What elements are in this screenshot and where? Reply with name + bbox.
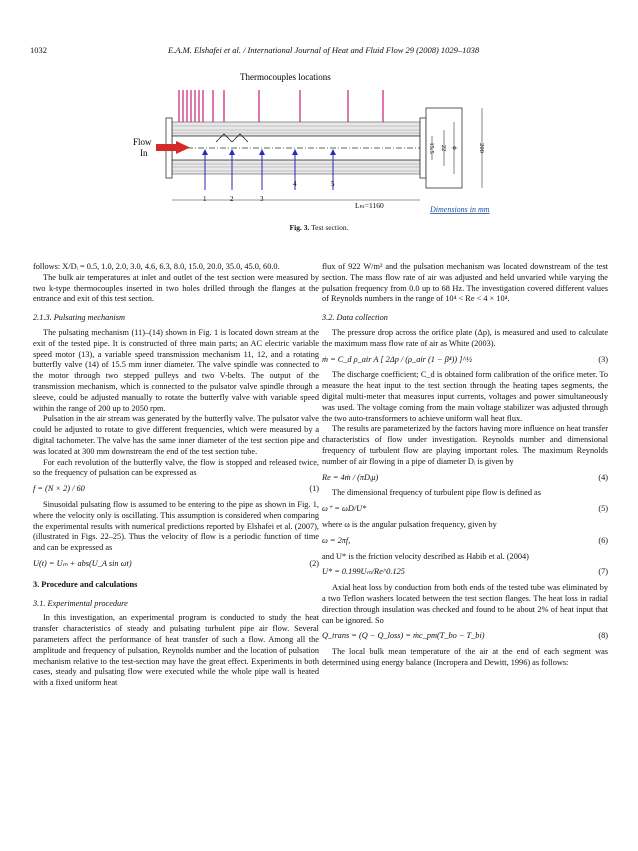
- paragraph: flux of 922 W/m² and the pulsation mechanism was located downstream of the test section. The mass flow rate of air was adjusted and held unvaried while varying the pulsation frequency from 0.0 up to 68 Hz. The investigation covered different values of Reynolds numbers in the range of 10⁴ < Re < 4 × 10⁴.: [322, 262, 608, 304]
- equation-text: Q_trans = (Q − Q_loss) = ṁc_pm(T_bo − T_bi): [322, 631, 485, 641]
- figure-title: Thermocouples locations: [240, 72, 331, 82]
- equation-text: ω = 2πf,: [322, 535, 351, 545]
- subsection-heading: 3.1. Experimental procedure: [33, 598, 128, 608]
- figure-caption: [0, 223, 638, 232]
- pipe-upper-wall: [172, 122, 420, 136]
- flow-label: Flow: [133, 137, 152, 147]
- paragraph: follows: X/Dᵢ = 0.5, 1.0, 2.0, 3.0, 4.6, 6.3, 8.0, 15.0, 20.0, 35.0, 45.0, 60.0.: [33, 262, 280, 271]
- paragraph: and U* is the friction velocity described as Habib et al. (2004): [322, 551, 529, 561]
- equation-text: ω⁺ = ωD/U*: [322, 504, 367, 514]
- equation-number: (4): [598, 472, 608, 482]
- units-note: Dimensions in mm: [430, 205, 490, 214]
- equation-8: [322, 631, 608, 642]
- equation-number: (7): [598, 567, 608, 577]
- subsection-heading: 2.1.3. Pulsating mechanism: [33, 313, 125, 323]
- paragraph: The pulsating mechanism (11)–(14) shown in Fig. 1 is located down stream at the exit of the tested pipe. It is constructed of three main parts; an AC electric variable speed motor (13), a variable speed transmission mechanism 11, 12, and a rotating butterfly valve (14) of 15.5 mm inner diameter. The valve spindle was connected to the motor through two stepped pulleys and two V-belts. The output of the transmission mechanism, which is connected to the pulsator valve spindle through a sleeve, could be adjusted manually to rotate the butterfly valve with variable speed within the range of 200 up to 2050 rpm.: [33, 327, 319, 413]
- paragraph: Sinusoidal pulsating flow is assumed to be entering to the pipe as shown in Fig. 1, where the velocity only is oscillating. This assumption is considered when comparing the experimental results with numerical predictions reported by Elshafei et al. (2007), (illustrated in Figs. 22–25). Thus the velocity of flow is a periodic function of time and can be expressed as: [33, 499, 319, 553]
- equation-text: f = (N × 2) / 60: [33, 484, 85, 494]
- length-label: Lₕₜ=1160: [355, 201, 384, 210]
- equation-number: (8): [598, 631, 608, 641]
- equation-number: (5): [598, 504, 608, 514]
- paragraph: For each revolution of the butterfly valve, the flow is stopped and released twice, so the frequency of pulsation can be expressed as: [33, 457, 319, 478]
- equation-7: [322, 567, 608, 578]
- caption-label: Fig. 3.: [289, 223, 310, 232]
- paragraph: Axial heat loss by conduction from both ends of the tested tube was eliminated by a two Teflon washers located between the test section flanges. The heat loss in radial direction through insulation was checked and found to be about 2% of heat input that can be ignored. So: [322, 583, 608, 625]
- dim-200: 200: [478, 143, 485, 153]
- position-2: 2: [230, 195, 234, 203]
- dim-22: 22: [440, 144, 447, 152]
- equation-number: (3): [598, 354, 608, 364]
- position-1: 1: [203, 195, 207, 203]
- paragraph: The pressure drop across the orifice plate (Δp), is measured and used to calculate the maximum mass flow rate of air as White (2003).: [322, 327, 608, 348]
- paragraph: The results are parameterized by the factors having more influence on heat transfer characteristics of flow under investigation. Reynolds number and dimensional frequency of turbulent flow are playing important roles. The maximum Reynolds number of air flowing in a pipe of diameter Dᵢ is given by: [322, 424, 608, 466]
- thermocouple-leads: [179, 90, 383, 122]
- dim-15-5: 15.5: [428, 142, 435, 154]
- flow-arrow-shaft: [156, 144, 178, 151]
- section-heading: 3. Procedure and calculations: [33, 579, 138, 589]
- paragraph: Pulsation in the air stream was generated by the butterfly valve. The pulsator valve could be adjusted to rotate to give different frequencies, which were measured by a digital tachometer. The valve has the same inner diameter of the test section pipe and was located at 300 mm downstream the end of the test section tube.: [33, 414, 319, 456]
- equation-6: [322, 536, 608, 547]
- paragraph: The bulk air temperatures at inlet and outlet of the test section were measured by two k-type thermocouples inserted in two holes drilled through the flanges at the entrance and exit of this test section.: [33, 272, 319, 304]
- page-number: 1032: [30, 45, 47, 55]
- journal-header: E.A.M. Elshafei et al. / International Journal of Heat and Fluid Flow 29 (2008) 1029–1038: [168, 45, 480, 55]
- in-label: In: [140, 148, 148, 158]
- dim-phi: ϕ: [451, 146, 458, 150]
- equation-5: [322, 504, 608, 515]
- equation-text: ṁ = C_d ρ_air A [ 2Δp / (ρ_air (1 − β⁴)) ]^½: [322, 354, 473, 364]
- paragraph: The dimensional frequency of turbulent pipe flow is defined as: [332, 488, 541, 498]
- position-3: 3: [260, 195, 264, 203]
- equation-number: (1): [309, 484, 319, 494]
- equation-text: Re = 4ṁ / (πDᵢμ): [322, 472, 379, 482]
- equation-4: [322, 473, 608, 484]
- equation-number: (6): [598, 535, 608, 545]
- equation-1: [33, 484, 319, 495]
- test-section-figure: [0, 0, 638, 225]
- paragraph: In this investigation, an experimental program is conducted to study the heat transfer characteristics of steady and pulsating turbulent pipe air flow. Several parameters affect the performance of heat transfer of such a flow. Among all the amplitude and frequency of pulsation, Reynolds number and the location of pulsation mechanism relative to the test-section may have the great effect. Experiments in both cases, steady and pulsating flow were executed while the whole pipe wall is heated with a fixed uniform heat: [33, 613, 319, 688]
- caption-text: Test section.: [311, 223, 349, 232]
- left-column: [33, 262, 319, 689]
- right-column: [322, 262, 608, 669]
- position-4: 4: [293, 180, 297, 188]
- equation-2: [33, 559, 319, 570]
- paragraph: The discharge coefficient; C_d is obtained form calibration of the orifice meter. To measure the heat input to the test section through the heating tapes segments, the digital multi-meter that measures input currents, voltages and power simultaneously was used. The voltage coming from the main voltage stabilizer was adjusted through the two auto-transformers to achieve uniform wall heat flux.: [322, 370, 608, 423]
- equation-text: U(t) = Uₘ + abs(U_A sin ωt): [33, 558, 132, 568]
- position-5: 5: [331, 180, 335, 188]
- equation-number: (2): [309, 558, 319, 568]
- subsection-heading: 3.2. Data collection: [322, 313, 388, 323]
- paragraph: The local bulk mean temperature of the air at the end of each segment was determined using energy balance (Incropera and Dewitt, 1996) as follows:: [322, 647, 608, 667]
- equation-3: [322, 355, 608, 366]
- equation-text: U* = 0.199Uₘ/Re^0.125: [322, 567, 405, 577]
- paragraph: where ω is the angular pulsation frequency, given by: [322, 519, 497, 529]
- outlet-flange: [420, 118, 426, 178]
